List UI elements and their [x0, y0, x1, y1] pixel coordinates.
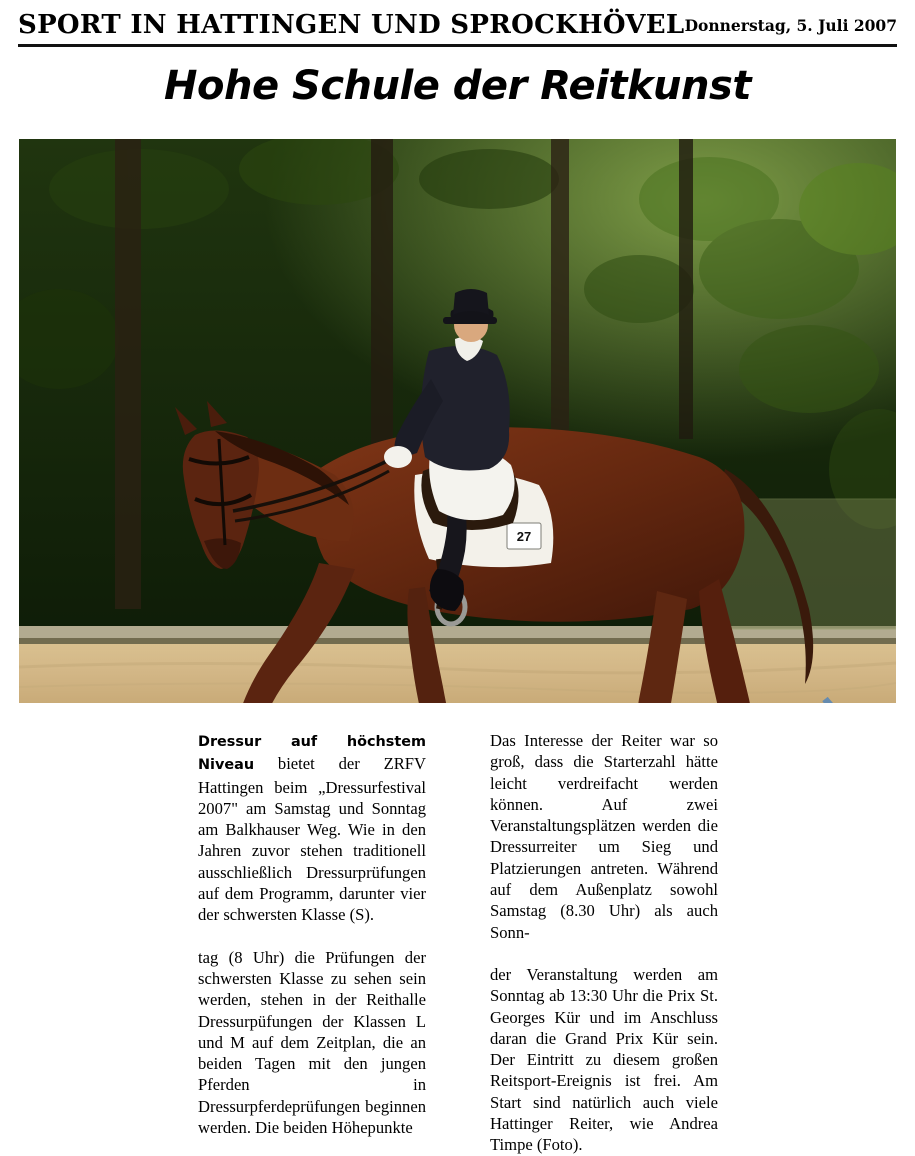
article-column-left [198, 730, 426, 1138]
paragraph-left-2: tag (8 Uhr) die Prüfungen der schwersten Klasse zu sehen sein werden, stehen in der Reithalle Dressurpüfungen der Klassen L und M auf dem Zeitplan, die an beiden Tagen mit den jungen Pferden in Dressurpferdeprüfungen beginnen werden. Die beiden Höhepunkte [198, 947, 426, 1138]
paragraph-left-1 [198, 730, 426, 926]
publication-date: Donnerstag, 5. Juli 2007 [684, 16, 897, 35]
section-title: SPORT IN HATTINGEN UND SPROCKHÖVEL [18, 10, 685, 40]
lead-in: Dressur auf höchstem Niveau [198, 734, 426, 774]
masthead [18, 10, 897, 47]
article-body [198, 730, 898, 1156]
page-title: Hohe Schule der Reitkunst [164, 63, 751, 109]
paragraph-right-2: der Veranstaltung werden am Sonntag ab 13:30 Uhr die Prix St. Georges Kür und im Anschluss daran die Grand Prix Kür sein. Der Eintritt zu diesem großen Reitsport-Ereignis ist frei. Am Start sind natürlich auch viele Hattinger Reiter, wie Andrea Timpe (Foto). [490, 964, 718, 1155]
bib-number: 27 [516, 529, 532, 544]
paragraph-left-1-text: bietet der ZRFV Hattingen beim „Dressurfestival 2007" am Samstag und Sonntag am Balkhauser Weg. Wie in den Jahren zuvor stehen traditionell ausschließlich Dressurprüfungen auf dem Programm, darunter vier der schwersten Klasse (S). [198, 754, 426, 925]
article-photo [19, 139, 896, 703]
article-column-right [490, 730, 718, 1156]
photo-illustration [19, 139, 896, 703]
paragraph-right-1: Das Interesse der Reiter war so groß, dass die Starterzahl hätte leicht verdreifacht werden können. Auf zwei Veranstaltungsplätzen werden die Dressurreiter um Sieg und Platzierungen antreten. Während auf dem Außenplatz sowohl Samstag (8.30 Uhr) als auch Sonn- [490, 731, 718, 942]
